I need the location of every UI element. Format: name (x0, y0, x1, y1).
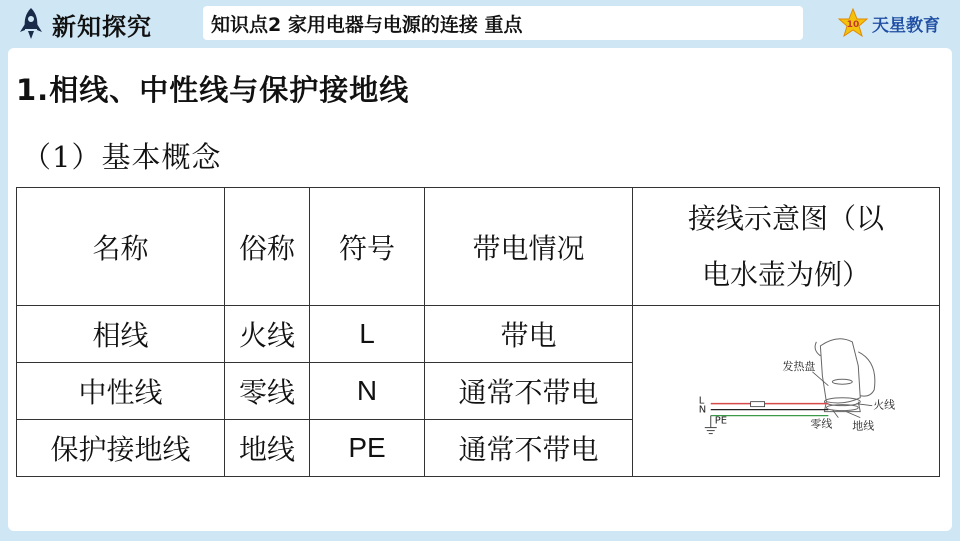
table-header: 俗称 (225, 188, 310, 306)
heading-sub: （1）基本概念 (22, 140, 222, 174)
topic-title: 知识点2 家用电器与电源的连接 重点 (211, 13, 523, 36)
heading-main: 1.相线、中性线与保护接地线 (16, 73, 410, 107)
section-title: 新知探究 (52, 12, 152, 41)
earth-wire-label: 地线 (852, 419, 875, 433)
table-cell: N (310, 363, 425, 420)
table-cell: 通常不带电 (425, 363, 633, 420)
logo-mark: 10 (846, 20, 860, 30)
table-header: 符号 (310, 188, 425, 306)
live-wire-label: 火线 (873, 398, 896, 412)
table-cell: L (310, 306, 425, 363)
table-header (633, 188, 940, 306)
table-cell: 带电 (425, 306, 633, 363)
table-cell: PE (310, 420, 425, 477)
kettle-icon (815, 339, 875, 412)
heating-plate-label: 发热盘 (782, 359, 816, 373)
table-cell: 相线 (17, 306, 225, 363)
kettle-wiring-diagram (633, 306, 939, 476)
label-N: N (698, 404, 707, 416)
table-header-row (17, 188, 940, 306)
header-line: 接线示意图（以 (687, 201, 884, 235)
label-PE: PE (714, 415, 728, 427)
neutral-wire-label: 零线 (810, 417, 833, 431)
logo-text: 天星教育 (872, 15, 940, 36)
table-header: 带电情况 (425, 188, 633, 306)
header-line: 电水壶为例） (701, 257, 870, 291)
table-header: 名称 (17, 188, 225, 306)
table-cell: 火线 (225, 306, 310, 363)
table-cell: 通常不带电 (425, 420, 633, 477)
table-cell: 中性线 (17, 363, 225, 420)
table-row (17, 306, 940, 363)
table-cell: 地线 (225, 420, 310, 477)
section-header (18, 6, 152, 42)
rocket-icon (18, 7, 44, 41)
table-cell: 保护接地线 (17, 420, 225, 477)
wiring-diagram-cell (633, 306, 940, 477)
table-cell: 零线 (225, 363, 310, 420)
brand-logo (838, 8, 940, 38)
star-logo-icon (838, 8, 868, 38)
topic-bar (203, 6, 803, 40)
concepts-table (16, 187, 940, 477)
label-L: L (698, 395, 705, 407)
fuse-icon (751, 402, 765, 407)
